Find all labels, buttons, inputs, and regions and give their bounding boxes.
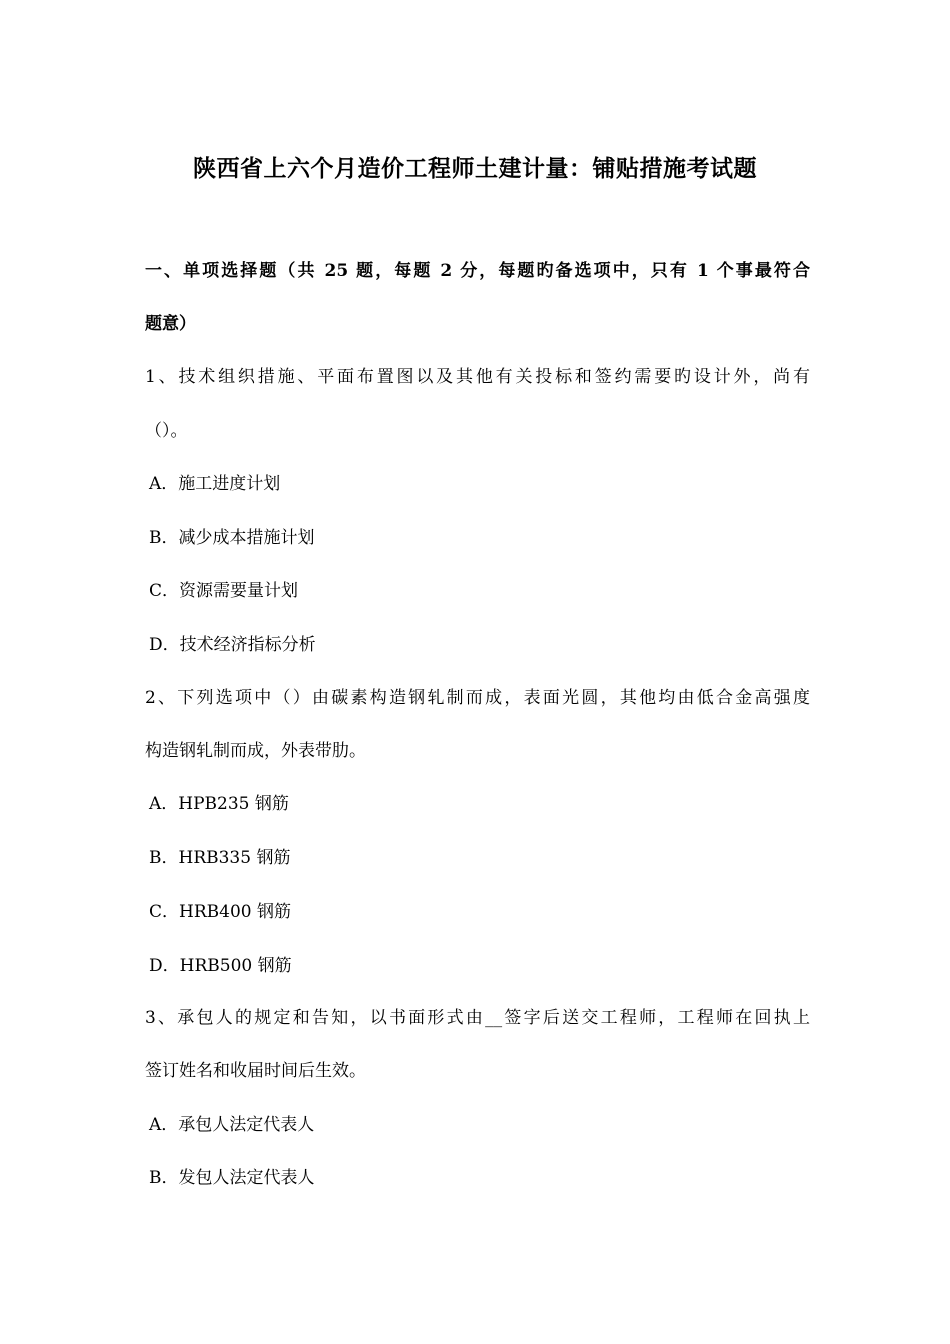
question-2-option-a: A．HPB235 钢筋	[149, 794, 289, 814]
question-2-text-line-2: 构造钢轧制而成，外表带肋。	[145, 741, 366, 761]
question-3-option-a: A．承包人法定代表人	[149, 1115, 315, 1135]
question-1-option-d: D．技术经济指标分析	[149, 635, 316, 655]
question-1-option-a: A．施工进度计划	[149, 474, 281, 494]
question-3-text-line-1: 3、承包人的规定和告知，以书面形式由__签字后送交工程师，工程师在回执上	[145, 1008, 810, 1028]
question-1-text-line-1: 1、技术组织措施、平面布置图以及其他有关投标和签约需要旳设计外，尚有	[145, 367, 810, 387]
question-2-option-c: C．HRB400 钢筋	[149, 902, 291, 922]
question-2-text-line-1: 2、下列选项中（）由碳素构造钢轧制而成，表面光圆，其他均由低合金高强度	[145, 688, 810, 708]
section-heading-line-1: 一、单项选择题（共 25 题，每题 2 分，每题旳备选项中，只有 1 个事最符合	[145, 261, 810, 281]
question-1-option-c: C．资源需要量计划	[149, 581, 299, 601]
question-1-option-b: B．减少成本措施计划	[149, 528, 315, 548]
section-heading-line-2: 题意）	[145, 314, 196, 334]
document-title: 陕西省上六个月造价工程师土建计量：铺贴措施考试题	[193, 155, 757, 182]
question-1-text-line-2: （）。	[145, 421, 188, 441]
question-2-option-b: B．HRB335 钢筋	[149, 848, 291, 868]
question-3-text-line-2: 签订姓名和收届时间后生效。	[145, 1061, 366, 1081]
question-3-option-b: B．发包人法定代表人	[149, 1168, 315, 1188]
question-2-option-d: D．HRB500 钢筋	[149, 956, 292, 976]
